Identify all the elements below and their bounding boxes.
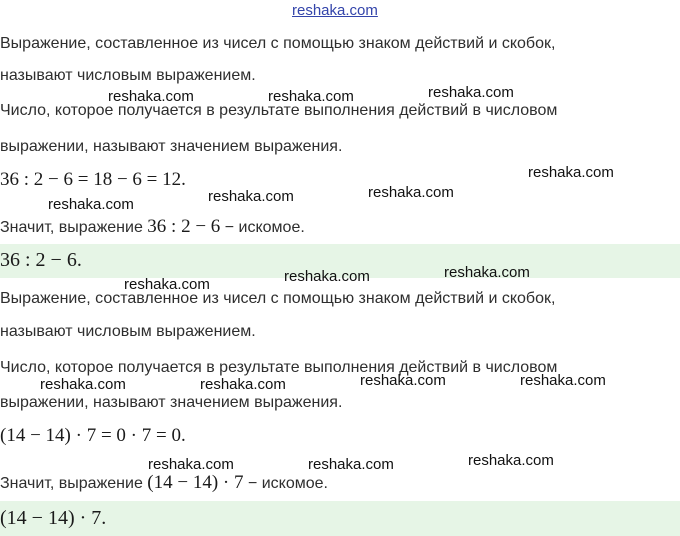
watermark: reshaka.com bbox=[108, 88, 194, 105]
conclusion bbox=[0, 472, 328, 494]
watermark: reshaka.com bbox=[148, 456, 234, 473]
site-link[interactable]: reshaka.com bbox=[292, 2, 378, 19]
watermark: reshaka.com bbox=[428, 84, 514, 101]
watermark: reshaka.com bbox=[528, 164, 614, 181]
watermark: reshaka.com bbox=[360, 372, 446, 389]
watermark: reshaka.com bbox=[208, 188, 294, 205]
watermark: reshaka.com bbox=[268, 88, 354, 105]
watermark: reshaka.com bbox=[444, 264, 530, 281]
conclusion-expression: 36 : 2 − 6 bbox=[147, 216, 221, 237]
definition-expression-line2: называют числовым выражением. bbox=[0, 323, 256, 340]
definition-expression-line1: Выражение, составленное из чисел с помощью знаком действий и скобок, bbox=[0, 35, 556, 52]
watermark: reshaka.com bbox=[520, 372, 606, 389]
definition-value-line1: Число, которое получается в результате выполнения действий в числовом bbox=[0, 102, 558, 119]
answer: 36 : 2 − 6. bbox=[0, 249, 82, 271]
watermark: reshaka.com bbox=[40, 376, 126, 393]
definition-value-line2: выражении, называют значением выражения. bbox=[0, 138, 343, 155]
conclusion-suffix: − искомое. bbox=[224, 219, 305, 236]
conclusion-suffix: − искомое. bbox=[247, 475, 328, 492]
conclusion-prefix: Значит, выражение bbox=[0, 475, 143, 492]
watermark: reshaka.com bbox=[468, 452, 554, 469]
watermark: reshaka.com bbox=[368, 184, 454, 201]
answer: (14 − 14) · 7. bbox=[0, 507, 107, 529]
watermark: reshaka.com bbox=[284, 268, 370, 285]
definition-expression-line1: Выражение, составленное из чисел с помощью знаком действий и скобок, bbox=[0, 290, 556, 307]
watermark: reshaka.com bbox=[200, 376, 286, 393]
conclusion-prefix: Значит, выражение bbox=[0, 219, 143, 236]
definition-value-line1: Число, которое получается в результате выполнения действий в числовом bbox=[0, 359, 558, 376]
conclusion-expression: (14 − 14) · 7 bbox=[147, 472, 244, 493]
calculation: (14 − 14) · 7 = 0 · 7 = 0. bbox=[0, 425, 186, 446]
calculation: 36 : 2 − 6 = 18 − 6 = 12. bbox=[0, 169, 186, 190]
conclusion bbox=[0, 216, 305, 238]
definition-value-line2: выражении, называют значением выражения. bbox=[0, 394, 343, 411]
watermark: reshaka.com bbox=[124, 276, 210, 293]
definition-expression-line2: называют числовым выражением. bbox=[0, 67, 256, 84]
watermark: reshaka.com bbox=[48, 196, 134, 213]
watermark: reshaka.com bbox=[308, 456, 394, 473]
